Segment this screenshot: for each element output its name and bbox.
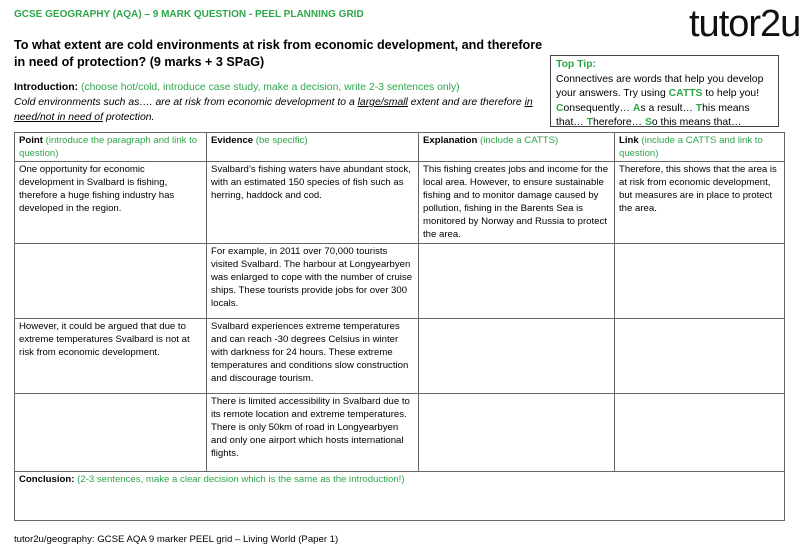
exam-question: To what extent are cold environments at risk from economic development, and therefore in need of protection? (9 marks + 3 SPaG) [14,38,543,69]
explanation-header-label: Explanation [423,135,478,146]
introduction-sentence [14,95,554,125]
point-cell[interactable] [15,243,207,318]
link-cell[interactable] [615,243,785,318]
explanation-cell[interactable] [419,318,615,393]
explanation-cell[interactable] [419,394,615,471]
top-tip-text [556,73,773,131]
tutor2u-logo: tutor2u [689,3,800,45]
point-header [15,133,207,162]
point-cell[interactable]: One opportunity for economic development in Svalbard is fishing, therefore a huge fishing industry has developed in the region. [15,162,207,243]
evidence-cell[interactable]: Svalbard’s fishing waters have abundant stock, with an estimated 150 species of fish such as herring, haddock and cod. [207,162,419,243]
table-row [15,394,785,471]
tip-t2: T [586,117,593,128]
tip-c: C [556,102,564,114]
tip-text-1: Connectives are words that help you develop your answers. Try using [556,73,764,99]
conclusion-hint: (2-3 sentences, make a clear decision which is the same as the introduction!) [74,473,405,485]
tip-catts: CATTS [668,88,703,99]
worksheet-header: GCSE GEOGRAPHY (AQA) – 9 MARK QUESTION - PEEL PLANNING GRID [14,9,364,20]
point-cell[interactable] [15,394,207,471]
intro-text-e: protection. [102,112,155,123]
link-header [615,133,785,162]
evidence-header [207,133,419,162]
tip-s: S [644,117,652,128]
link-cell[interactable] [615,318,785,393]
tip-t1-rest: his means that… [556,102,750,128]
top-tip-title: Top Tip: [556,59,597,70]
explanation-cell[interactable] [419,243,615,318]
evidence-header-hint: (be specific) [253,135,308,146]
tip-t1: T [695,102,703,114]
point-header-label: Point [19,135,43,146]
link-header-label: Link [619,135,639,146]
evidence-cell[interactable]: For example, in 2011 over 70,000 tourists visited Svalbard. The harbour at Longyearbyen was enlarged to cope with the number of cruise ships. These tourists provide jobs for over 300 locals. [207,243,419,318]
conclusion-row [15,471,785,520]
conclusion-label: Conclusion: [19,473,75,485]
tip-s-rest: o this means that… [651,117,742,128]
link-cell[interactable] [615,394,785,471]
grid-header-row [15,133,785,162]
page-footer: tutor2u/geography: GCSE AQA 9 marker PEEL grid – Living World (Paper 1) [14,534,339,545]
introduction-section [14,80,554,125]
conclusion-cell[interactable] [15,471,785,520]
table-row [15,162,785,243]
table-row [15,318,785,393]
introduction-heading [14,80,554,95]
link-header-hint: (include a CATTS and link to question) [619,135,763,159]
intro-text-c: extent and are therefore [407,97,525,108]
peel-planning-grid [14,132,785,521]
table-row [15,243,785,318]
introduction-label: Introduction: [14,82,79,93]
explanation-header-hint: (include a CATTS) [477,135,559,146]
tip-t2-rest: herefore… [592,117,645,128]
intro-text-b: large/small [357,97,408,108]
evidence-cell[interactable]: Svalbard experiences extreme temperatures and can reach -30 degrees Celsius in winter with darkness for 24 hours. These extreme temperatures and conditions slow construction and discourage tourism. [207,318,419,393]
explanation-cell[interactable]: This fishing creates jobs and income for the local area. However, to ensure sustainable fishing and to monitor damage caused by pollution, fishing in the Barents Sea is monitored by Norway and Russia to protect the area. [419,162,615,243]
tip-a-rest: s a result… [640,102,696,114]
evidence-cell[interactable]: There is limited accessibility in Svalbard due to its remote location and extreme temperatures. There is only 50km of road in Longyearbyen and only one airport which hosts international flights. [207,394,419,471]
introduction-hint: (choose hot/cold, introduce case study, make a decision, write 2-3 sentences only) [78,82,460,93]
intro-text-d: in need/not in need of [14,97,533,123]
top-tip-box [550,55,779,127]
link-cell[interactable]: Therefore, this shows that the area is at risk from economic development, but measures are in place to protect the area. [615,162,785,243]
intro-text-a: Cold environments such as…. are at risk from economic development to a [14,97,358,108]
point-cell[interactable]: However, it could be argued that due to extreme temperatures Svalbard is not at risk from economic development. [15,318,207,393]
evidence-header-label: Evidence [211,135,254,146]
explanation-header [419,133,615,162]
tip-a: A [632,102,641,114]
tip-c-rest: onsequently… [563,102,633,114]
point-header-hint: (introduce the paragraph and link to question) [19,135,198,159]
tip-text-2: to help you! [702,88,760,99]
